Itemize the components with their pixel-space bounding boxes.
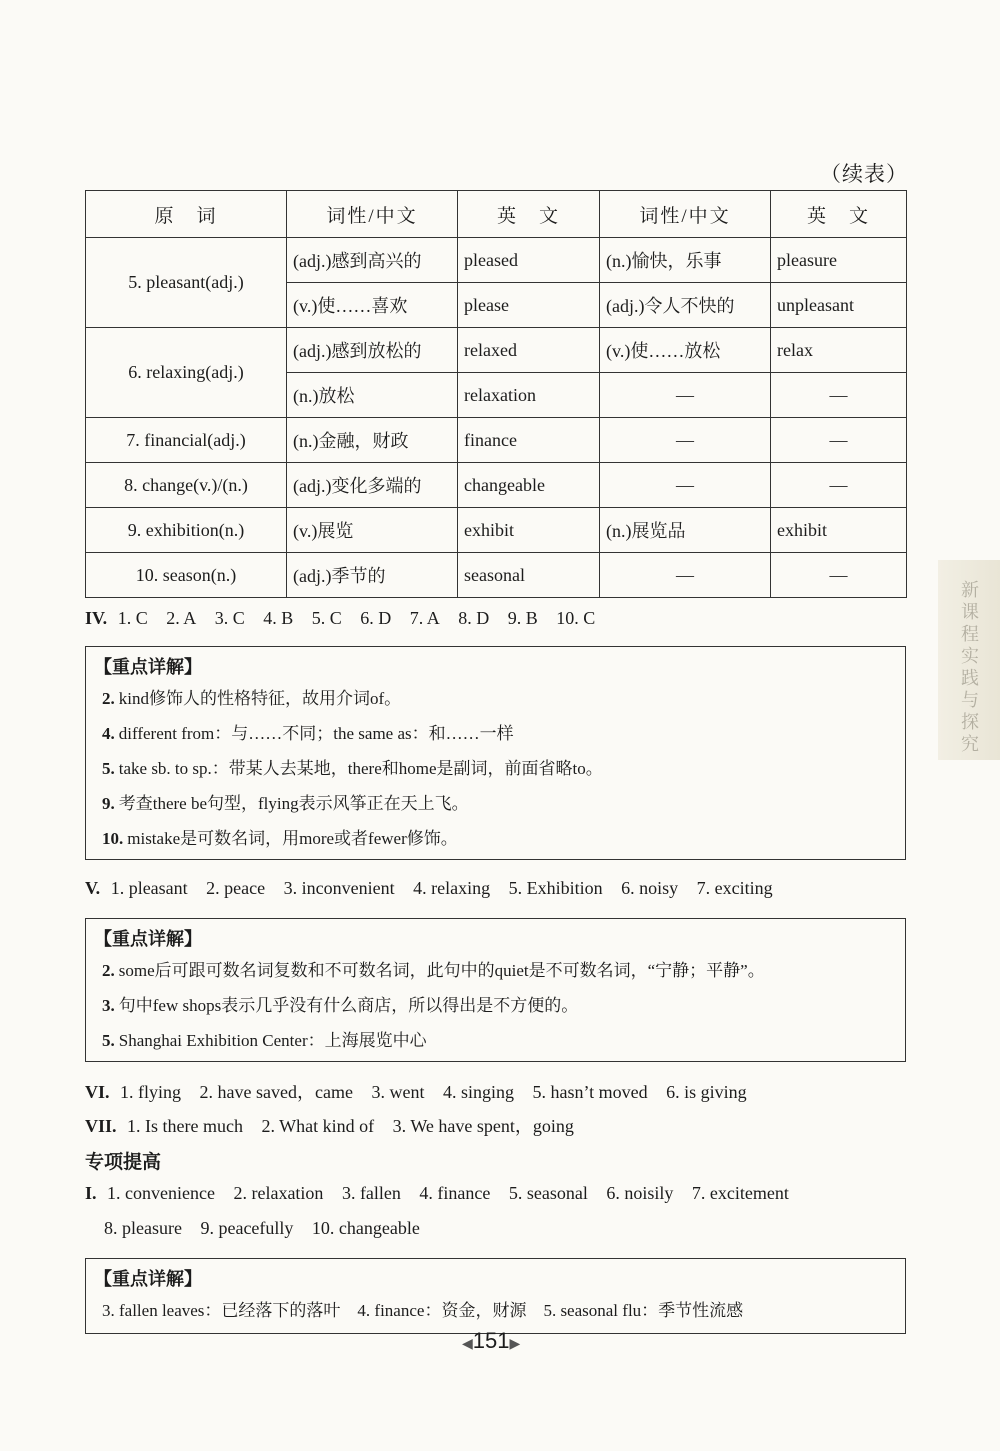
section-numeral: V.: [85, 878, 101, 898]
key-points-box-3: [85, 1258, 906, 1334]
explanation-row: 3. fallen leaves：已经落下的落叶 4. finance：资金，财源 5. seasonal flu：季节性流感: [102, 1301, 744, 1320]
english-cell: please: [458, 283, 600, 328]
section-numeral: VII.: [85, 1116, 117, 1136]
pos-cell: (v.)展览: [287, 508, 458, 553]
english-cell: —: [771, 373, 907, 418]
box-title: 【重点详解】: [94, 929, 202, 949]
table-row: [86, 328, 907, 373]
table-row: [86, 508, 907, 553]
english-cell: pleasure: [771, 238, 907, 283]
pos-cell: —: [600, 463, 771, 508]
table-row: [86, 463, 907, 508]
english-cell: relaxation: [458, 373, 600, 418]
answer-item: 4. B: [263, 608, 294, 628]
answer-item: 1. C: [117, 608, 148, 628]
original-word-cell: 5. pleasant(adj.): [86, 238, 287, 328]
explanation-row: 9. 考查there be句型，flying表示风筝正在天上飞。: [102, 794, 469, 813]
answer-item: 2. peace: [206, 878, 266, 898]
table-row: [86, 418, 907, 463]
pos-cell: (adj.)感到放松的: [287, 328, 458, 373]
pos-cell: (v.)使……放松: [600, 328, 771, 373]
answer-item: 7. exciting: [696, 878, 773, 898]
english-cell: —: [771, 553, 907, 598]
original-word-cell: 6. relaxing(adj.): [86, 328, 287, 418]
english-cell: pleased: [458, 238, 600, 283]
english-cell: relax: [771, 328, 907, 373]
section-numeral: IV.: [85, 608, 108, 628]
key-points-box-1: [85, 646, 906, 860]
english-cell: changeable: [458, 463, 600, 508]
table-header-row: [86, 191, 907, 238]
table-row: [86, 553, 907, 598]
answer-item: 2. What kind of: [261, 1116, 375, 1136]
pos-cell: (adj.)季节的: [287, 553, 458, 598]
explanation-row: 3. 句中few shops表示几乎没有什么商店，所以得出是不方便的。: [102, 996, 579, 1015]
special-practice-title: 专项提高: [85, 1152, 162, 1173]
pos-cell: (n.)愉快，乐事: [600, 238, 771, 283]
answer-item: 9. peacefully: [200, 1218, 294, 1238]
section-numeral: I.: [85, 1183, 97, 1203]
answer-item: 3. We have spent，going: [392, 1116, 574, 1136]
english-cell: —: [771, 463, 907, 508]
page-number: [462, 1328, 520, 1354]
original-word-cell: 9. exhibition(n.): [86, 508, 287, 553]
answer-item: 2. A: [166, 608, 197, 628]
answer-item: 6. noisy: [621, 878, 679, 898]
table-row: [86, 238, 907, 283]
answer-item: 9. B: [507, 608, 538, 628]
explanation-row: 2. kind修饰人的性格特征，故用介词of。: [102, 689, 402, 708]
english-cell: exhibit: [458, 508, 600, 553]
answer-item: 5. C: [311, 608, 342, 628]
original-word-cell: 7. financial(adj.): [86, 418, 287, 463]
answer-item: 7. A: [409, 608, 440, 628]
header-pos-chinese: 词性/中文: [287, 191, 458, 238]
answer-item: 7. excitement: [691, 1183, 789, 1203]
section-vi-answers: [85, 1078, 761, 1104]
section-v-answers: [85, 878, 787, 899]
pos-cell: —: [600, 418, 771, 463]
page-number-text: 151: [472, 1328, 510, 1353]
answer-item: 6. D: [360, 608, 392, 628]
header-english-2: 英 文: [771, 191, 907, 238]
answer-item: 4. relaxing: [413, 878, 491, 898]
explanation-row: 5. Shanghai Exhibition Center：上海展览中心: [102, 1031, 427, 1050]
right-triangle-icon: ▶: [509, 1335, 521, 1351]
answer-item: 6. noisily: [606, 1183, 674, 1203]
answer-item: 3. fallen: [341, 1183, 401, 1203]
box-title: 【重点详解】: [94, 657, 202, 677]
english-cell: unpleasant: [771, 283, 907, 328]
original-word-cell: 8. change(v.)/(n.): [86, 463, 287, 508]
answer-item: 8. pleasure: [104, 1218, 182, 1238]
pos-cell: —: [600, 553, 771, 598]
answer-item: 5. Exhibition: [508, 878, 603, 898]
answer-item: 10. C: [556, 608, 596, 628]
section-vii-answers: [85, 1112, 588, 1138]
pos-cell: (adj.)令人不快的: [600, 283, 771, 328]
pos-cell: (adj.)变化多端的: [287, 463, 458, 508]
header-original-word: 原 词: [86, 191, 287, 238]
continued-label: （续表）: [820, 162, 908, 186]
english-cell: relaxed: [458, 328, 600, 373]
section-iv-answers: [85, 608, 609, 629]
english-cell: finance: [458, 418, 600, 463]
answer-item: 5. hasn’t moved: [532, 1082, 648, 1102]
left-triangle-icon: ◀: [462, 1335, 473, 1351]
answer-item: 5. seasonal: [508, 1183, 588, 1203]
header-english: 英 文: [458, 191, 600, 238]
explanation-row: 4. different from：与……不同；the same as：和……一样: [102, 724, 514, 743]
pos-cell: (v.)使……喜欢: [287, 283, 458, 328]
answer-item: 3. went: [371, 1082, 425, 1102]
pos-cell: —: [600, 373, 771, 418]
explanation-row: 5. take sb. to sp.：带某人去某地，there和home是副词，前面省略to。: [102, 759, 603, 778]
explanation-row: 10. mistake是可数名词，用more或者fewer修饰。: [102, 829, 458, 848]
original-word-cell: 10. season(n.): [86, 553, 287, 598]
answer-item: 4. singing: [442, 1082, 514, 1102]
english-cell: —: [771, 418, 907, 463]
answer-item: 1. Is there much: [127, 1116, 243, 1136]
section-i-answers: [85, 1183, 803, 1204]
side-tab-text: 新课程实践与探究: [959, 580, 979, 756]
answer-item: 6. is giving: [666, 1082, 747, 1102]
answer-item: 2. relaxation: [233, 1183, 324, 1203]
answer-item: 3. C: [214, 608, 245, 628]
answer-item: 8. D: [458, 608, 490, 628]
answer-item: 3. inconvenient: [283, 878, 395, 898]
pos-cell: (n.)展览品: [600, 508, 771, 553]
explanation-row: 2. some后可跟可数名词复数和不可数名词，此句中的quiet是不可数名词，“宁静；平静”。: [102, 961, 765, 980]
answer-item: 1. pleasant: [110, 878, 188, 898]
key-points-box-2: [85, 918, 906, 1062]
answer-item: 4. finance: [419, 1183, 491, 1203]
pos-cell: (n.)金融，财政: [287, 418, 458, 463]
english-cell: exhibit: [771, 508, 907, 553]
box-title: 【重点详解】: [94, 1269, 202, 1289]
side-tab: [938, 560, 1000, 760]
pos-cell: (n.)放松: [287, 373, 458, 418]
vocabulary-table: [85, 190, 907, 598]
header-pos-chinese-2: 词性/中文: [600, 191, 771, 238]
answer-item: 2. have saved，came: [199, 1082, 353, 1102]
english-cell: seasonal: [458, 553, 600, 598]
pos-cell: (adj.)感到高兴的: [287, 238, 458, 283]
answer-item: 1. flying: [120, 1082, 182, 1102]
section-numeral: VI.: [85, 1082, 110, 1102]
answer-item: 1. convenience: [107, 1183, 215, 1203]
section-i-answers-cont: [104, 1218, 434, 1239]
answer-item: 10. changeable: [311, 1218, 420, 1238]
